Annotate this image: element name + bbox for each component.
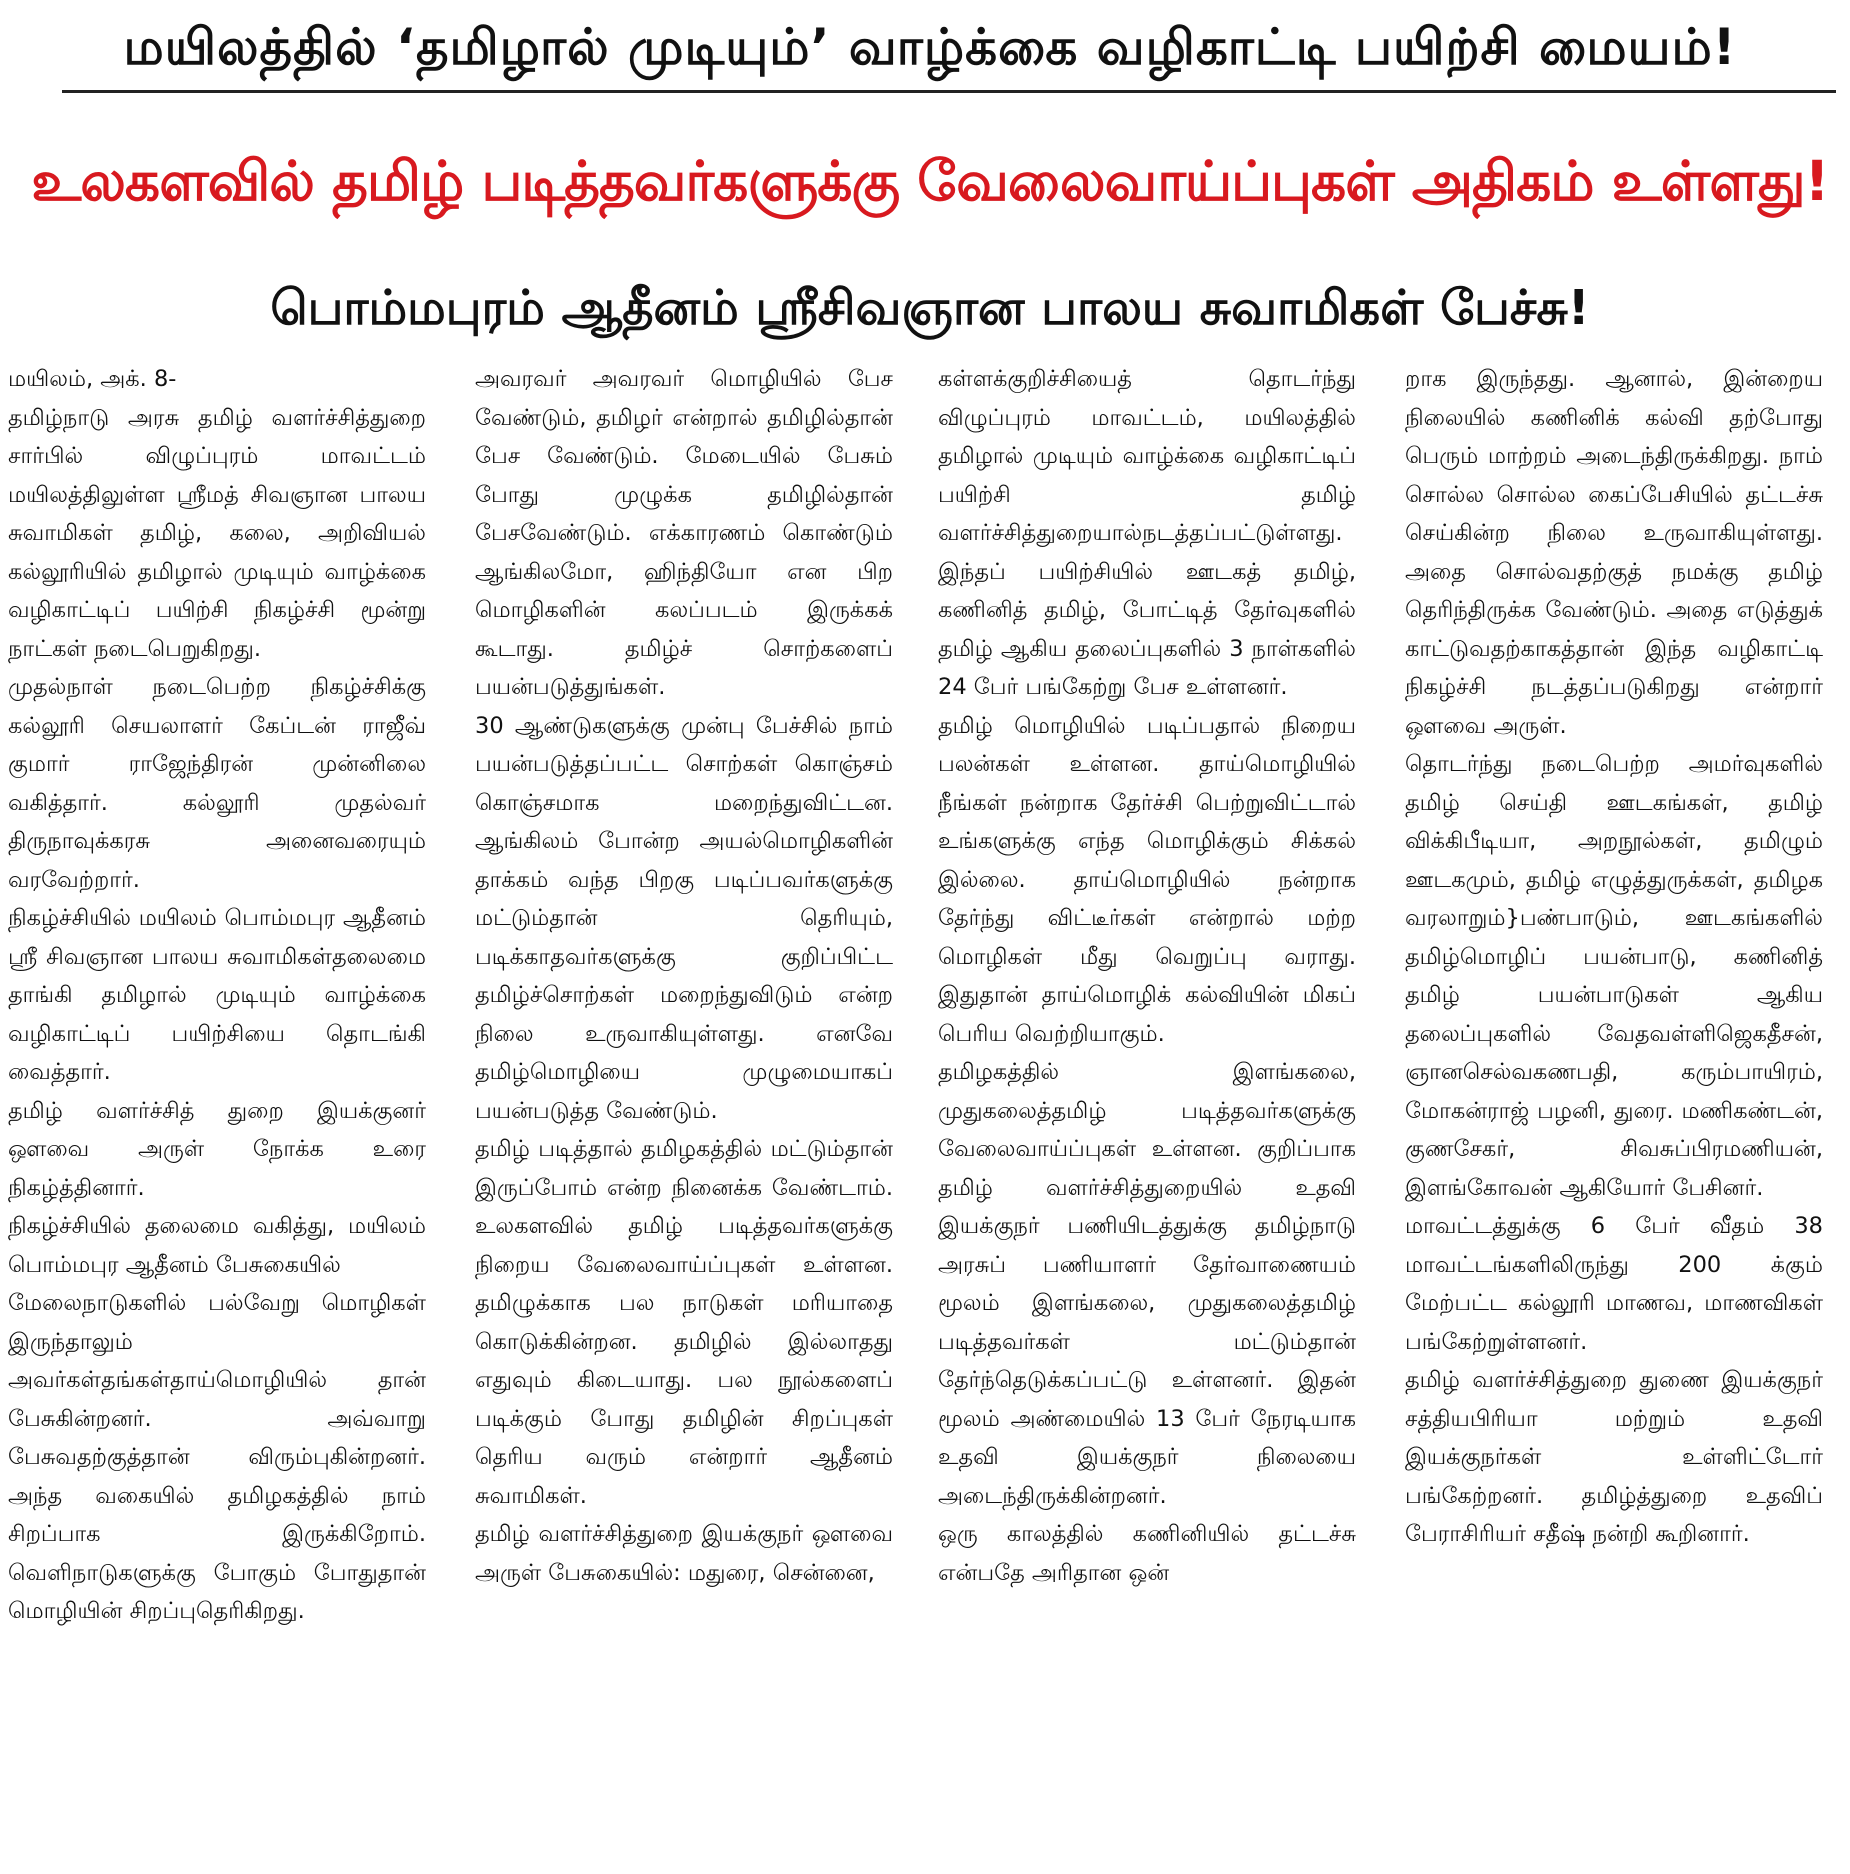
column-1-text: மயிலம், அக். 8- தமிழ்நாடு அரசு தமிழ் வளர்ச்சித்துறை சார்பில் விழுப்புரம் மாவட்டம் மயிலத்திலுள்ள ஸ்ரீமத் சிவஞான பாலய சுவாமிகள் தமிழ், கலை, அறிவியல் கல்லூரியில் தமிழால் முடியும் வாழ்க்கை வழிகாட்டிப் பயிற்சி நிகழ்ச்சி மூன்று நாட்கள் நடைபெறுகிறது. முதல்நாள் நடைபெற்ற நிகழ்ச்சிக்கு கல்லூரி செயலாளர் கேப்டன் ராஜீவ் குமார் ராஜேந்திரன் முன்னிலை வகித்தார். கல்லூரி முதல்வர் திருநாவுக்கரசு அனைவரையும் வரவேற்றார். நிகழ்ச்சியில் மயிலம் பொம்மபுர ஆதீனம் ஸ்ரீ சிவஞான பாலய சுவாமிகள்தலைமை தாங்கி தமிழால் முடியும் வாழ்க்கை வழிகாட்டிப் பயிற்சியை தொடங்கி வைத்தார். தமிழ் வளர்ச்சித் துறை இயக்குனர் ஔவை அருள் நோக்க உரை நிகழ்த்தினார். நிகழ்ச்சியில் தலைமை வகித்து, மயிலம் பொம்மபுர ஆதீனம் பேசுகையில் மேலைநாடுகளில் பல்வேறு மொழிகள் இருந்தாலும் அவர்கள்தங்கள்தாய்மொழியில் தான் பேசுகின்றனர். அவ்வாறு பேசுவதற்குத்தான் விரும்புகின்றனர். அந்த வகையில் தமிழகத்தில் நாம் சிறப்பாக இருக்கிறோம். வெளிநாடுகளுக்கு போகும் போதுதான் மொழியின் சிறப்புதெரிகிறது. xyxy=(8,366,426,1624)
column-3-text: கள்ளக்குறிச்சியைத் தொடர்ந்து விழுப்புரம் மாவட்டம், மயிலத்தில் தமிழால் முடியும் வாழ்க்கை வழிகாட்டிப் பயிற்சி தமிழ் வளர்ச்சித்துறையால்நடத்தப்பட்டுள்ளது. இந்தப் பயிற்சியில் ஊடகத் தமிழ், கணினித் தமிழ், போட்டித் தேர்வுகளில் தமிழ் ஆகிய தலைப்புகளில் 3 நாள்களில் 24 பேர் பங்கேற்று பேச உள்ளனர். தமிழ் மொழியில் படிப்பதால் நிறைய பலன்கள் உள்ளன. தாய்மொழியில் நீங்கள் நன்றாக தேர்ச்சி பெற்றுவிட்டால் உங்களுக்கு எந்த மொழிக்கும் சிக்கல் இல்லை. தாய்மொழியில் நன்றாக தேர்ந்து விட்டீர்கள் என்றால் மற்ற மொழிகள் மீது வெறுப்பு வராது. இதுதான் தாய்மொழிக் கல்வியின் மிகப் பெரிய வெற்றியாகும். தமிழகத்தில் இளங்கலை, முதுகலைத்தமிழ் படித்தவர்களுக்கு வேலைவாய்ப்புகள் உள்ளன. குறிப்பாக தமிழ் வளர்ச்சித்துறையில் உதவி இயக்குநர் பணியிடத்துக்கு தமிழ்நாடு அரசுப் பணியாளர் தேர்வாணையம் மூலம் இளங்கலை, முதுகலைத்தமிழ் படித்தவர்கள் மட்டும்தான் தேர்ந்தெடுக்கப்பட்டு உள்ளனர். இதன் மூலம் அண்மையில் 13 பேர் நேரடியாக உதவி இயக்குநர் நிலையை அடைந்திருக்கின்றனர். ஒரு காலத்தில் கணினியில் தட்டச்சு என்பதே அரிதான ஒன் xyxy=(938,366,1356,1586)
main-headline: உலகளவில் தமிழ் படித்தவர்களுக்கு வேலைவாய்ப்புகள் அதிகம் உள்ளது! xyxy=(31,149,1829,213)
column-2-text: அவரவர் அவரவர் மொழியில் பேச வேண்டும், தமிழர் என்றால் தமிழில்தான் பேச வேண்டும். மேடையில் பேசும் போது முழுக்க தமிழில்தான் பேசவேண்டும். எக்காரணம் கொண்டும் ஆங்கிலமோ, ஹிந்தியோ என பிற மொழிகளின் கலப்படம் இருக்கக் கூடாது. தமிழ்ச் சொற்களைப் பயன்படுத்துங்கள். 30 ஆண்டுகளுக்கு முன்பு பேச்சில் நாம் பயன்படுத்தப்பட்ட சொற்கள் கொஞ்சம் கொஞ்சமாக மறைந்துவிட்டன. ஆங்கிலம் போன்ற அயல்மொழிகளின் தாக்கம் வந்த பிறகு படிப்பவர்களுக்கு மட்டும்தான் தெரியும், படிக்காதவர்களுக்கு குறிப்பிட்ட தமிழ்ச்சொற்கள் மறைந்துவிடும் என்ற நிலை உருவாகியுள்ளது. எனவே தமிழ்மொழியை முழுமையாகப் பயன்படுத்த வேண்டும். தமிழ் படித்தால் தமிழகத்தில் மட்டும்தான் இருப்போம் என்ற நினைக்க வேண்டாம். உலகளவில் தமிழ் படித்தவர்களுக்கு நிறைய வேலைவாய்ப்புகள் உள்ளன. தமிழுக்காக பல நாடுகள் மரியாதை கொடுக்கின்றன. தமிழில் இல்லாதது எதுவும் கிடையாது. பல நூல்களைப் படிக்கும் போது தமிழின் சிறப்புகள் தெரிய வரும் என்றார் ஆதீனம் சுவாமிகள். தமிழ் வளர்ச்சித்துறை இயக்குநர் ஔவை அருள் பேசுகையில்: மதுரை, சென்னை, xyxy=(475,366,893,1586)
sub-headline: பொம்மபுரம் ஆதீனம் ஸ்ரீசிவஞான பாலய சுவாமிகள் பேச்சு! xyxy=(270,280,1590,336)
article-column-2 xyxy=(475,360,893,1870)
column-4-text: றாக இருந்தது. ஆனால், இன்றைய நிலையில் கணினிக் கல்வி தற்போது பெரும் மாற்றம் அடைந்திருக்கிறது. நாம் சொல்ல சொல்ல கைப்பேசியில் தட்டச்சு செய்கின்ற நிலை உருவாகியுள்ளது. அதை சொல்வதற்குத் நமக்கு தமிழ் தெரிந்திருக்க வேண்டும். அதை எடுத்துக் காட்டுவதற்காகத்தான் இந்த வழிகாட்டி நிகழ்ச்சி நடத்தப்படுகிறது என்றார் ஔவை அருள். தொடர்ந்து நடைபெற்ற அமர்வுகளில் தமிழ் செய்தி ஊடகங்கள், தமிழ் விக்கிபீடியா, அறநூல்கள், தமிழும் ஊடகமும், தமிழ் எழுத்துருக்கள், தமிழக வரலாறும்}பண்பாடும், ஊடகங்களில் தமிழ்மொழிப் பயன்பாடு, கணினித் தமிழ் பயன்பாடுகள் ஆகிய தலைப்புகளில் வேதவள்ளிஜெகதீசன், ஞானசெல்வகணபதி, கரும்பாயிரம், மோகன்ராஜ் பழனி, துரை. மணிகண்டன், குணசேகர், சிவசுப்பிரமணியன், இளங்கோவன் ஆகியோர் பேசினர். மாவட்டத்துக்கு 6 பேர் வீதம் 38 மாவட்டங்களிலிருந்து 200 க்கும் மேற்பட்ட கல்லூரி மாணவ, மாணவிகள் பங்கேற்றுள்ளனர். தமிழ் வளர்ச்சித்துறை துணை இயக்குநர் சத்தியபிரியா மற்றும் உதவி இயக்குநர்கள் உள்ளிட்டோர் பங்கேற்றனர். தமிழ்த்துறை உதவிப் பேராசிரியர் சதீஷ் நன்றி கூறினார். xyxy=(1405,366,1823,1547)
article-column-1 xyxy=(8,360,426,1870)
kicker-headline: மயிலத்தில் ‘தமிழால் முடியும்’ வாழ்க்கை வழிகாட்டி பயிற்சி மையம்! xyxy=(123,18,1737,76)
article-column-3 xyxy=(938,360,1356,1870)
article-column-4 xyxy=(1405,360,1823,1870)
headline-divider xyxy=(62,90,1836,93)
